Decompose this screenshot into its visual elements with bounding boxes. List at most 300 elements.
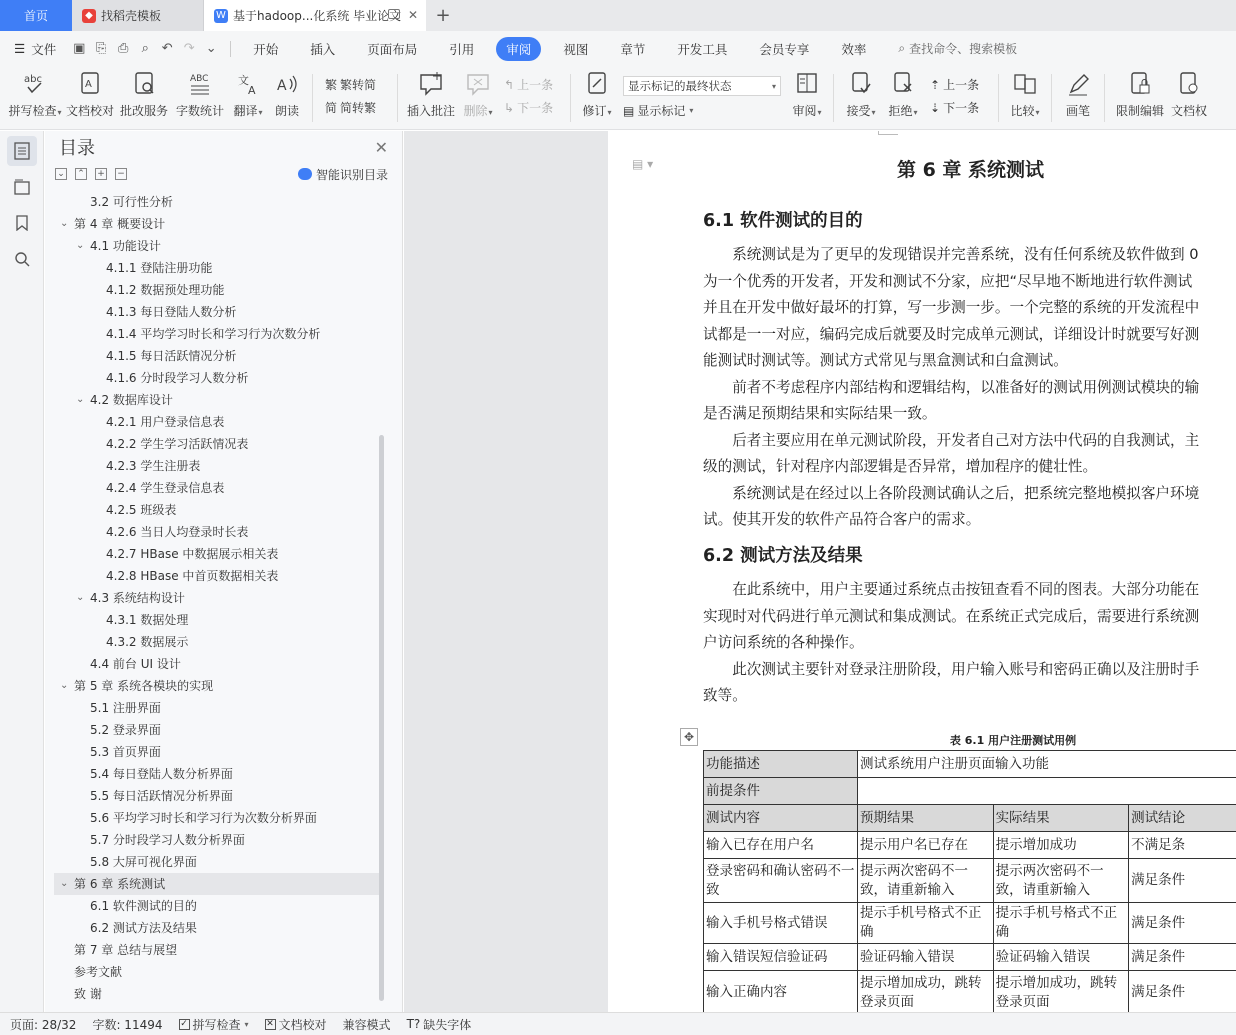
toc-item-label: 5.4 每日登陆人数分析界面 (90, 767, 233, 781)
file-menu[interactable] (14, 40, 66, 58)
missing-font-button[interactable] (407, 1016, 472, 1033)
toc-item-label: 4.2.7 HBase 中数据展示相关表 (106, 547, 279, 561)
read-aloud-icon (273, 70, 301, 98)
toc-item[interactable] (54, 389, 379, 411)
word-count-icon (186, 70, 214, 98)
expand-level-icon[interactable]: ⌃ (75, 168, 87, 180)
conversion-group (319, 70, 391, 122)
reject-button[interactable]: 拒绝▾ (882, 70, 924, 126)
toc-item[interactable] (54, 411, 379, 433)
table-cell[interactable]: 提示手机号格式不正确 (858, 903, 994, 944)
toc-panel-icon[interactable] (7, 136, 37, 166)
menu-separator (230, 41, 231, 57)
doc-outline-icon[interactable]: ▤ ▾ (632, 157, 654, 171)
table-cell[interactable]: 提示增加成功，跳转登录页面 (993, 971, 1129, 1013)
menu-review[interactable]: 审阅 (496, 37, 541, 61)
close-panel-icon[interactable]: ✕ (374, 137, 388, 157)
toc-item[interactable] (54, 433, 379, 455)
table-header-cell[interactable]: 测试内容 (704, 805, 858, 832)
ribbon-separator (833, 74, 834, 122)
next-change-label: 下一条 (943, 101, 980, 115)
toc-item[interactable] (54, 763, 379, 785)
toc-item-label: 4.1.5 每日活跃情况分析 (106, 349, 237, 363)
show-markup-label: 显示标记 (637, 104, 686, 118)
menu-developer[interactable]: 开发工具 (677, 41, 728, 57)
paragraph-line: 前者不考虑程序内部结构和逻辑结构，以准备好的测试用例测试模块的输 (732, 378, 1200, 396)
table-cell[interactable]: 登录密码和确认密码不一致 (704, 859, 858, 903)
print-icon[interactable]: ⎙ (118, 41, 129, 56)
menu-member[interactable]: 会员专享 (759, 41, 810, 57)
toc-item-label: 4.1.1 登陆注册功能 (106, 261, 213, 275)
tab-home-label: 首页 (23, 9, 48, 23)
reject-label: 拒绝 (888, 104, 913, 118)
accept-button[interactable]: 接受▾ (840, 70, 882, 126)
word-count-label: 字数统计 (176, 104, 225, 118)
toc-item[interactable] (54, 499, 379, 521)
lock-doc-icon (1126, 70, 1154, 98)
batch-service-icon (130, 70, 158, 98)
spell-check-toggle[interactable]: ✓ 拼写检查 ▾ (180, 1017, 249, 1032)
quick-access-dropdown-icon[interactable]: ⌄ (205, 41, 217, 56)
compare-label: 比较 (1010, 104, 1035, 118)
toc-item-label: 第 6 章 系统测试 (74, 877, 166, 891)
table-row (704, 971, 1236, 1013)
document-canvas (404, 131, 1236, 1012)
track-changes-button[interactable]: 修订▾ (577, 70, 617, 126)
next-comment-button[interactable] (504, 99, 558, 116)
insert-comment-label: 插入批注 (407, 104, 456, 118)
chapter-nav-icon[interactable] (7, 172, 37, 202)
delete-comment-button[interactable]: 删除▾ (458, 70, 498, 126)
comment-nav-group (498, 70, 564, 122)
review-ribbon (0, 66, 1236, 130)
tab-template[interactable] (72, 0, 204, 31)
delete-comment-label: 删除 (463, 104, 488, 118)
tab-bar (0, 0, 1236, 31)
svg-text:A: A (277, 78, 287, 94)
command-search[interactable] (898, 40, 1017, 57)
table-cell[interactable]: 提示用户名已存在 (858, 832, 994, 859)
paragraph-line: 能测试时测试等。测试方式常见与黑盒测试和白盒测试。 (703, 352, 1068, 369)
next-comment-label: 下一条 (517, 101, 554, 115)
toc-item-label: 5.3 首页界面 (90, 745, 161, 759)
translate-button[interactable]: 文 A 翻译▾ (228, 70, 268, 126)
next-change-button[interactable] (930, 99, 986, 116)
batch-service-label: 批改服务 (120, 104, 169, 118)
spell-check-button[interactable]: abc 拼写检查▾ (6, 70, 64, 126)
next-comment-icon: ↳ (504, 100, 515, 115)
table-header-cell[interactable]: 预期结果 (858, 805, 994, 832)
tab-template-label: 找稻壳模板 (101, 9, 162, 23)
doc-permission-icon (1175, 70, 1203, 98)
spell-check-status-label: 拼写检查 (192, 1017, 241, 1032)
collapse-level-icon[interactable]: ⌄ (55, 168, 67, 180)
paragraph-line: 是否满足预期结果和实际结果一致。 (703, 405, 937, 422)
table-cell[interactable]: 不满足条 (1129, 832, 1236, 859)
toc-item[interactable] (54, 301, 379, 323)
paragraph-line: 户访问系统的各种操作。 (703, 634, 864, 651)
toc-item-label: 4.3.2 数据展示 (106, 635, 189, 649)
word-count-button[interactable] (172, 70, 228, 126)
toc-item-label: 4.2.6 当日人均登录时长表 (106, 525, 249, 539)
pen-label: 画笔 (1065, 104, 1090, 118)
toc-item[interactable] (54, 543, 379, 565)
chevron-down-icon[interactable]: ⌄ (76, 592, 85, 603)
page-indicator[interactable]: 页面: 28/32 (10, 1017, 77, 1032)
toc-item[interactable] (54, 785, 379, 807)
toc-scrollbar[interactable] (379, 435, 384, 1001)
toc-item-label: 致 谢 (74, 987, 102, 1001)
table-header-cell[interactable]: 测试结论 (1129, 805, 1236, 832)
trad-label: 繁转简 (340, 78, 377, 92)
smart-toc-label: 智能识别目录 (315, 167, 388, 182)
toc-item[interactable] (54, 323, 379, 345)
table-caption: 表 6.1 用户注册测试用例 (949, 734, 1077, 747)
toc-item[interactable] (54, 235, 379, 257)
prev-change-icon: ⇡ (930, 77, 941, 92)
toc-item-label: 4.2.1 用户登录信息表 (106, 415, 225, 429)
show-markup-icon: ▤ (623, 103, 635, 118)
toc-item[interactable] (54, 367, 379, 389)
test-case-table (703, 750, 1236, 1012)
svg-text:A: A (248, 84, 256, 97)
chevron-down-icon[interactable]: ⌄ (60, 680, 69, 691)
toc-item[interactable] (54, 895, 379, 917)
menu-page-layout[interactable]: 页面布局 (367, 41, 418, 57)
change-nav-group (924, 70, 992, 122)
toc-item-label: 4.2.4 学生登录信息表 (106, 481, 225, 495)
batch-service-button[interactable] (116, 70, 172, 126)
toc-item[interactable] (54, 983, 379, 1005)
toc-item-label: 4.1 功能设计 (90, 239, 161, 253)
markup-group (617, 70, 787, 125)
missing-font-label: 缺失字体 (423, 1017, 472, 1032)
menu-references[interactable]: 引用 (449, 41, 475, 57)
accept-label: 接受 (846, 104, 871, 118)
paragraph-line: 在此系统中，用户主要通过系统点击按钮查看不同的图表。大部分功能在 (732, 581, 1200, 598)
table-cell[interactable]: 提示手机号格式不正确 (993, 903, 1129, 944)
toc-panel-title: 目录 (59, 138, 95, 159)
toc-item-label: 4.1.3 每日登陆人数分析 (106, 305, 237, 319)
x-box-icon: ✕ (266, 1018, 274, 1029)
toc-item[interactable] (54, 829, 379, 851)
toc-item-label: 5.6 平均学习时长和学习行为次数分析界面 (90, 811, 317, 825)
table-row (704, 859, 1236, 903)
table-cell[interactable]: 验证码输入错误 (858, 944, 994, 971)
toc-item-label: 5.7 分时段学习人数分析界面 (90, 833, 245, 847)
toc-item-label: 5.8 大屏可视化界面 (90, 855, 197, 869)
undo-icon[interactable]: ↶ (161, 41, 173, 56)
close-tab-icon[interactable]: ✕ (407, 8, 418, 22)
toc-item-label: 4.1.6 分时段学习人数分析 (106, 371, 249, 385)
chevron-down-icon[interactable]: ⌄ (60, 878, 69, 889)
toc-item-label: 5.1 注册界面 (90, 701, 161, 715)
tab-document-label: 基于hadoop...化系统 毕业论文 (233, 9, 402, 23)
redo-icon[interactable]: ↷ (183, 41, 195, 56)
toc-item[interactable] (54, 631, 379, 653)
next-change-icon: ⇣ (930, 100, 941, 115)
table-cell[interactable]: 满足条件 (1129, 859, 1236, 903)
ribbon-separator (570, 74, 571, 122)
tab-document[interactable] (204, 0, 426, 31)
toc-item-label: 4.3.1 数据处理 (106, 613, 189, 627)
prev-change-button[interactable] (930, 76, 986, 93)
docer-icon: ◆ (82, 9, 96, 23)
table-row (704, 903, 1236, 944)
paragraph-group-6-2 (703, 577, 1236, 710)
table-cell[interactable]: 输入错误短信验证码 (704, 944, 858, 971)
table-cell[interactable]: 输入已存在用户名 (704, 832, 858, 859)
paragraph-line: 后者主要应用在单元测试阶段，开发者自己对方法中代码的自我测试，主 (732, 431, 1200, 449)
section-heading-6-2: 6.2 测试方法及结果 (703, 546, 863, 566)
table-cell[interactable]: 输入手机号格式错误 (704, 903, 858, 944)
svg-text:A: A (85, 79, 92, 90)
search-icon: ⌕ (898, 41, 906, 55)
toc-item-label: 3.2 可行性分析 (90, 195, 173, 209)
paragraph-line: 试。使其开发的软件产品符合客户的需求。 (703, 511, 981, 528)
toc-item[interactable] (54, 213, 379, 235)
toc-item-label: 4.1.4 平均学习时长和学习行为次数分析 (106, 327, 321, 341)
status-bar (0, 1012, 1236, 1035)
toc-item-label: 4.2.8 HBase 中首页数据相关表 (106, 569, 279, 583)
table-cell[interactable]: 满足条件 (1129, 944, 1236, 971)
table-cell-func-label[interactable]: 功能描述 (704, 751, 858, 778)
file-menu-label: 文件 (31, 41, 57, 57)
insert-comment-icon (417, 70, 445, 98)
toc-item-label: 4.4 前台 UI 设计 (90, 657, 181, 671)
ribbon-separator (397, 74, 398, 122)
toc-item-label: 第 4 章 概要设计 (74, 217, 166, 231)
doc-proofread-icon (76, 70, 104, 98)
toc-item[interactable] (54, 741, 379, 763)
restrict-editing-button[interactable] (1111, 70, 1169, 126)
table-header-cell[interactable]: 实际结果 (993, 805, 1129, 832)
track-changes-label: 修订 (582, 104, 607, 118)
menu-tabs (237, 37, 882, 61)
toc-item[interactable] (54, 851, 379, 873)
menu-section[interactable]: 章节 (620, 41, 646, 57)
toc-item[interactable] (54, 191, 379, 213)
ribbon-separator (312, 74, 313, 122)
compare-icon (1011, 70, 1039, 98)
table-cell[interactable]: 验证码输入错误 (993, 944, 1129, 971)
toc-item[interactable] (54, 917, 379, 939)
chevron-down-icon[interactable]: ⌄ (76, 394, 85, 405)
paragraph-line: 为一个优秀的开发者，开发和测试不分家，应把“尽早地不断地进行软件测试 (703, 272, 1193, 290)
review-pane-icon (793, 70, 821, 98)
print-preview-icon[interactable]: ⌕ (141, 41, 149, 56)
bookmark-icon[interactable] (7, 208, 37, 238)
insert-comment-button[interactable] (404, 70, 458, 126)
ribbon-separator (1051, 74, 1052, 122)
toc-panel (45, 131, 403, 1012)
toc-item[interactable] (54, 455, 379, 477)
table-cell[interactable]: 提示增加成功，跳转登录页面 (858, 971, 994, 1013)
toc-item[interactable] (54, 345, 379, 367)
tab-home[interactable] (0, 0, 72, 31)
table-cell-pre-value[interactable] (858, 778, 1236, 805)
reject-icon (889, 70, 917, 98)
toc-item[interactable] (54, 939, 379, 961)
page-corner-mark (878, 131, 898, 135)
translate-icon (234, 70, 262, 98)
proofread-status-label: 文档校对 (278, 1017, 327, 1032)
toc-item[interactable] (54, 807, 379, 829)
accept-icon (847, 70, 875, 98)
toc-item-label: 4.2.2 学生学习活跃情况表 (106, 437, 249, 451)
table-header-row (704, 805, 1236, 832)
toc-item-label: 6.1 软件测试的目的 (90, 899, 197, 913)
translate-label: 翻译 (233, 104, 258, 118)
prev-change-label: 上一条 (943, 78, 980, 92)
paragraph-line: 实现时对代码进行单元测试和集成测试。在系统正式完成后，需要进行系统测 (703, 607, 1200, 625)
chevron-down-icon[interactable]: ⌄ (60, 218, 69, 229)
table-row (704, 944, 1236, 971)
trad-to-simp-button[interactable] (325, 76, 385, 93)
markup-mode-select[interactable] (623, 76, 781, 96)
toc-item[interactable] (54, 477, 379, 499)
chevron-down-icon[interactable]: ⌄ (76, 240, 85, 251)
toc-item-label: 5.2 登录界面 (90, 723, 161, 737)
collapse-all-icon[interactable]: − (115, 168, 127, 180)
hamburger-icon: ☰ (14, 41, 26, 56)
compare-button[interactable]: 比较▾ (1005, 70, 1045, 126)
review-pane-button[interactable]: 审阅▾ (787, 70, 827, 126)
checkbox-icon: ✓ (180, 1018, 188, 1029)
simp-label: 简转繁 (340, 101, 377, 115)
toc-item[interactable] (54, 653, 379, 675)
toc-list (54, 191, 379, 1006)
paragraph-line: 系统测试是为了更早的发现错误并完善系统，没有任何系统及软件做到 0 (732, 246, 1199, 263)
menu-bar (0, 31, 1236, 66)
missing-font-icon: T? (406, 1017, 421, 1031)
spell-check-label: 拼写检查 (8, 104, 57, 118)
toc-item[interactable] (54, 675, 379, 697)
doc-proofread-button[interactable] (64, 70, 116, 126)
svg-text:abc: abc (24, 74, 42, 85)
read-aloud-label: 朗读 (274, 104, 299, 118)
doc-proofread-label: 文档校对 (66, 104, 115, 118)
writer-doc-icon: W (214, 9, 228, 23)
paragraph-line: 此次测试主要针对登录注册阶段，用户输入账号和密码正确以及注册时手 (732, 660, 1200, 678)
show-markup-button[interactable]: ▤ 显示标记 ▾ (623, 103, 694, 118)
table-cell-pre-label[interactable]: 前提条件 (704, 778, 858, 805)
smart-toc-icon (298, 168, 312, 180)
paragraph-group-6-1 (703, 242, 1236, 534)
table-cell[interactable]: 提示两次密码不一致，请重新输入 (993, 859, 1129, 903)
toc-item-label: 4.3 系统结构设计 (90, 591, 185, 605)
export-pdf-icon[interactable]: ⎘ (96, 41, 107, 56)
doc-permission-label: 文档权 (1171, 104, 1208, 118)
paragraph-line: 系统测试是在经过以上各阶段测试确认之后，把系统完整地模拟客户环境 (732, 484, 1200, 502)
prev-comment-icon: ↰ (504, 77, 515, 92)
compat-mode-indicator: 兼容模式 (342, 1017, 391, 1032)
toc-item-label: 4.2 数据库设计 (90, 393, 173, 407)
table-cell[interactable]: 满足条件 (1129, 903, 1236, 944)
ribbon-separator (998, 74, 999, 122)
pen-button[interactable] (1058, 70, 1098, 126)
trad-icon: 繁 (325, 78, 338, 92)
menu-view[interactable]: 视图 (563, 41, 589, 57)
ribbon-separator (1104, 74, 1105, 122)
toc-item-label: 6.2 测试方法及结果 (90, 921, 197, 935)
paragraph-line: 并且在开发中做好最坏的打算，写一步测一步。一个完整的系统的开发流程中 (703, 299, 1200, 316)
word-count-indicator[interactable]: 字数: 11494 (92, 1017, 163, 1032)
delete-comment-icon (464, 70, 492, 98)
toc-item[interactable] (54, 697, 379, 719)
smart-toc-button[interactable] (298, 166, 392, 183)
simp-icon: 简 (325, 101, 338, 115)
save-icon[interactable]: ▣ (73, 41, 86, 56)
doc-permission-button[interactable] (1169, 70, 1209, 126)
toc-item-label: 4.2.5 班级表 (106, 503, 177, 517)
table-move-handle-icon[interactable]: ✥ (680, 728, 698, 746)
simp-to-trad-button[interactable] (325, 99, 385, 116)
menu-start[interactable]: 开始 (253, 41, 279, 57)
toc-toolbar (45, 163, 402, 185)
window-icon[interactable] (388, 9, 400, 19)
prev-comment-button[interactable] (504, 76, 558, 93)
section-heading-6-1: 6.1 软件测试的目的 (703, 211, 863, 231)
table-cell[interactable]: 输入正确内容 (704, 971, 858, 1013)
toc-item-label: 5.5 每日活跃情况分析界面 (90, 789, 233, 803)
table-row (704, 832, 1236, 859)
toc-item-label: 第 7 章 总结与展望 (74, 943, 178, 957)
pen-icon (1064, 70, 1092, 98)
table-cell[interactable]: 满足条件 (1129, 971, 1236, 1013)
paragraph-line: 致等。 (703, 687, 747, 704)
find-icon[interactable] (7, 244, 37, 274)
table-cell[interactable]: 提示两次密码不一致，请重新输入 (858, 859, 994, 903)
prev-comment-label: 上一条 (517, 78, 554, 92)
table-cell-func-value[interactable]: 测试系统用户注册页面输入功能 (858, 751, 1236, 778)
menu-insert[interactable]: 插入 (310, 41, 336, 57)
markup-mode-value: 显示标记的最终状态 (628, 79, 732, 93)
toc-item[interactable] (54, 279, 379, 301)
table-cell[interactable]: 提示增加成功 (993, 832, 1129, 859)
menu-efficiency[interactable]: 效率 (841, 41, 867, 57)
svg-text:文: 文 (238, 74, 249, 87)
chevron-down-icon: ▾ (771, 81, 776, 91)
track-changes-icon (583, 70, 611, 98)
toc-item[interactable] (54, 521, 379, 543)
expand-all-icon[interactable]: + (95, 168, 107, 180)
toc-item[interactable] (54, 257, 379, 279)
toc-item[interactable] (54, 961, 379, 983)
toc-item[interactable] (54, 609, 379, 631)
left-tool-rail (0, 131, 44, 1012)
paragraph-line: 级的测试，针对程序内部逻辑是否异常，增加程序的健壮性。 (703, 458, 1098, 475)
restrict-editing-label: 限制编辑 (1115, 104, 1164, 118)
command-search-placeholder: 查找命令、搜索模板 (909, 42, 1018, 56)
paragraph-line: 试都是一一对应，编码完成后就要及时完成单元测试，详细设计时就要写好测 (703, 325, 1200, 343)
document-page[interactable] (608, 131, 1236, 1012)
toc-item[interactable] (54, 587, 379, 609)
proofread-toggle[interactable] (265, 1016, 327, 1033)
toc-item-label: 4.1.2 数据预处理功能 (106, 283, 225, 297)
toc-item[interactable] (54, 565, 379, 587)
spell-check-icon (21, 70, 49, 98)
toc-item-label: 第 5 章 系统各模块的实现 (74, 679, 214, 693)
toc-item-label: 参考文献 (74, 965, 123, 979)
new-tab-button[interactable]: + (435, 5, 451, 26)
toc-item[interactable] (54, 719, 379, 741)
svg-text:ABC: ABC (190, 74, 209, 84)
review-pane-label: 审阅 (792, 104, 817, 118)
read-aloud-button[interactable] (268, 70, 306, 126)
toc-item[interactable] (54, 873, 379, 895)
chapter-heading: 第 6 章 系统测试 (896, 159, 1045, 181)
